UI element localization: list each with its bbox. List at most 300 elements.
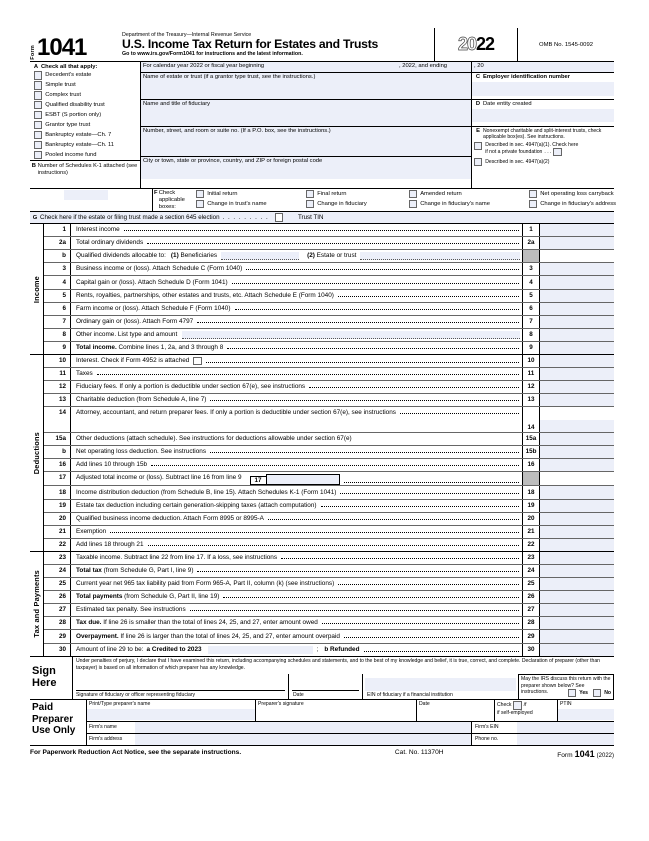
line-description: Estimated tax penalty. See instructions [71,604,522,616]
leader-dots [206,358,520,363]
line-description-bold: Total tax [76,567,102,575]
form-line-row [44,433,614,446]
phone-input[interactable] [517,734,614,745]
sign-label-line2: Here [32,677,57,690]
filing-status-checkbox[interactable] [529,190,537,198]
line-description: Qualified dividends allocable to: (1) Beneficiaries (2) Estate or trust [71,250,522,262]
line-number: 20 [44,513,71,525]
line-description-bold: Tax due. [76,619,102,627]
filing-status-checkbox-row[interactable] [196,200,306,210]
amount-input[interactable] [540,446,614,458]
line-number: 5 [44,290,71,302]
filing-status-checkbox[interactable] [529,200,537,208]
form-line-row [44,591,614,604]
preparer-signature-label: Preparer's signature [258,701,304,708]
footer-form-year: (2022) [596,752,614,759]
fiduciary-ein-input[interactable] [365,678,516,691]
amount-line-number: 28 [522,617,540,629]
filing-status-checkbox-row[interactable] [306,190,409,200]
signature-date-label: Date [293,692,304,699]
name-of-estate-field[interactable] [141,73,471,100]
line-17-inline-number: 17 [250,476,266,485]
leader-dots [309,383,519,388]
form-line-row [44,276,614,289]
filing-status-label: Change in fiduciary [317,201,367,207]
leader-dots [338,292,519,297]
line-description: Farm income or (loss). Attach Schedule F (Form 1040) [71,303,522,315]
form-line-row [44,565,614,578]
filing-status-checkbox-row[interactable] [409,200,529,210]
form-line-row [44,237,614,250]
line-number: 23 [44,552,71,564]
amount-line-number: 12 [522,381,540,393]
form-line-row [44,513,614,526]
fiscal-year-end-label: , 20 [474,63,484,69]
catalog-number: Cat. No. 11370H [394,748,444,756]
amount-line-number: 22 [522,539,540,551]
sec-4947a2-checkbox[interactable] [474,158,482,166]
form-line-row [44,224,614,237]
amount-input[interactable] [540,381,614,393]
shaded-no-entry-box [522,250,540,262]
entity-type-checkbox[interactable] [34,121,42,129]
entity-type-checkbox-row[interactable] [30,71,140,81]
form-number-block [30,28,118,61]
amount-line-number: 6 [522,303,540,315]
paid-label-line1: Paid [32,702,54,714]
line-number: 30 [44,644,71,656]
filing-status-checkbox[interactable] [306,190,314,198]
filing-status-checkbox[interactable] [196,200,204,208]
line-description: Ordinary gain or (loss). Attach Form 4797 [71,316,522,328]
line-description: Charitable deduction (from Schedule A, line 7) [71,394,522,406]
amount-line-number: 15b [522,446,540,458]
form-line-row [44,617,614,630]
line-number: 29 [44,630,71,642]
amount-input[interactable] [540,644,614,656]
line-description: Tax due. If line 26 is smaller than the total of lines 24, 25, and 27, enter amount owed [71,617,522,629]
amount-line-number: 5 [522,290,540,302]
section-c [472,73,614,100]
ein-input[interactable] [472,82,614,96]
form-line-row [44,459,614,472]
form-line-row [44,303,614,316]
filing-status-checkbox[interactable] [409,200,417,208]
preparer-name-label: Print/Type preparer's name [89,701,151,708]
filing-status-checkbox-row[interactable] [196,190,306,200]
paid-preparer-section [30,700,614,746]
qualified-div-beneficiaries-input[interactable] [221,252,299,260]
preparer-signature-field[interactable] [256,700,417,721]
line-description: Total payments (from Schedule G, Part II, line 19) [71,591,522,603]
name-of-fiduciary-label: Name and title of fiduciary [143,101,211,107]
filing-status-checkbox[interactable] [306,200,314,208]
section-c-label: Employer identification number [483,74,570,80]
line-description: Interest income [71,224,522,236]
entity-type-label: Grantor type trust [45,122,91,129]
amount-line-number: 16 [522,459,540,471]
amount-line-number: 9 [522,342,540,354]
sec-4947a2-label: Described in sec. 4947(a)(2) [485,158,550,165]
filing-status-label: Net operating loss carryback [540,191,614,198]
section-g-letter: G [32,214,38,221]
section-f-row [30,189,617,212]
form-line-row [44,539,614,551]
sign-here-label [30,657,73,700]
amount-blank [540,250,614,262]
self-employed-checkbox[interactable] [513,701,521,709]
section-f-letter: F [154,190,158,197]
date-created-input[interactable] [472,109,614,122]
amount-input[interactable] [540,486,614,498]
line-number: 21 [44,526,71,538]
leader-dots [344,478,519,483]
form-word-label: Form [30,45,36,60]
paid-label-line3: Use Only [32,724,76,736]
income-line-list [44,224,614,354]
entity-type-checkbox-row[interactable] [30,120,140,130]
leader-dots [268,515,519,520]
section-a-letter: A [33,63,39,70]
filing-status-checkbox-row[interactable] [306,200,409,210]
qualified-div-estate-input[interactable] [360,252,520,260]
trust-tin-input[interactable] [327,213,614,222]
line-number: 8 [44,329,71,341]
line-number: 2a [44,237,71,249]
perjury-statement: Under penalties of perjury, I declare that I have examined this return, including accompanying schedules and statements, and to the best of my knowledge and belief, it is true, correct, and complete. Declaration of preparer (other than taxpayer) is based on all information of which preparer has any knowledge. [76,658,601,671]
section-d [472,100,614,127]
amount-input[interactable] [540,237,614,249]
line-number: 7 [44,316,71,328]
leader-dots [400,409,519,414]
amount-input[interactable] [540,433,614,445]
form-line-row [44,526,614,539]
line-number: 24 [44,565,71,577]
shaded-no-entry-box [522,472,540,485]
amount-line-number: 24 [522,565,540,577]
tax-payments-section [30,552,614,656]
filing-status-checkbox-row[interactable] [529,190,641,200]
name-of-fiduciary-field[interactable] [141,100,471,127]
section-f [153,189,641,211]
fiduciary-ein-label: EIN of fiduciary if a financial institution [367,692,453,699]
entity-type-checkbox[interactable] [34,111,42,119]
leader-dots [197,567,519,572]
leader-dots [147,239,519,244]
filing-status-column [306,189,409,211]
entity-type-checkbox-row[interactable] [30,150,140,160]
paperwork-notice: For Paperwork Reduction Act Notice, see the separate instructions. [30,748,242,756]
filing-status-label: Amended return [420,191,462,198]
signature-date-input[interactable] [292,677,359,691]
form-4952-attached-checkbox[interactable] [193,357,201,365]
refunded-label: b Refunded [324,645,360,653]
amount-line-number: 30 [522,644,540,656]
tax-payments-line-list [44,552,614,656]
line-description: Other deductions (attach schedule). See instructions for deductions allowable under section 67(e) [76,434,352,442]
amount-input[interactable] [540,394,614,406]
check-if-label: Check [497,702,512,709]
filing-status-label: Change in fiduciary's address [540,201,617,207]
line-number: 19 [44,500,71,512]
form-title-block [118,28,434,61]
amount-input[interactable] [540,526,614,538]
credited-label: a Credited to 2023 [146,645,202,653]
credited-amount-input[interactable] [208,646,313,654]
amount-input[interactable] [540,290,614,302]
leader-dots [190,606,519,611]
self-employed-field: Check if if self-employed [495,700,558,721]
line-17-inline-amount-input[interactable] [266,474,340,485]
firm-ein-label: Firm's EIN [475,724,499,731]
leader-dots [321,502,519,507]
leader-dots [97,370,519,375]
line-description: Total ordinary dividends [71,237,522,249]
firm-ein-input[interactable] [517,722,614,733]
ptin-label: PTIN [560,701,572,708]
firm-name-label: Firm's name [89,724,117,731]
tax-year-suffix: 22 [476,34,495,54]
entity-type-checkbox-row[interactable] [30,80,140,90]
line-number: 28 [44,617,71,629]
fiduciary-signature-input[interactable] [76,677,285,691]
amount-input[interactable] [540,565,614,577]
line-number: 16 [44,459,71,471]
form-header [30,28,614,62]
entity-type-checkbox[interactable] [34,91,42,99]
entity-type-checkbox-row[interactable] [30,110,140,120]
tax-year-prefix: 20 [457,34,476,54]
filing-status-column [529,189,641,211]
form-line-row [44,578,614,591]
line-number: b [44,250,71,262]
amount-line-number: 25 [522,578,540,590]
amount-input[interactable] [540,578,614,590]
line-description-bold: Total income. [76,344,117,352]
amount-input[interactable] [540,224,614,236]
filing-status-label: Change in trust's name [207,201,267,207]
entity-type-checkbox-row[interactable] [30,140,140,150]
form-line-row [44,604,614,617]
amount-line-number: 8 [522,329,540,341]
line-number: 6 [44,303,71,315]
entity-type-label: Qualified disability trust [45,102,105,109]
amount-line-number: 3 [522,263,540,275]
filing-status-checkbox-group [196,189,641,211]
fiscal-year-end-row [472,62,614,73]
amount-line-number: 13 [522,394,540,406]
form-line-row [44,500,614,513]
entity-type-label: Simple trust [45,82,76,89]
entity-type-checkbox-row[interactable] [30,100,140,110]
firm-name-input[interactable] [135,722,471,733]
form-line-row [44,472,614,486]
amount-input[interactable] [540,552,614,564]
amount-line-number: 1 [522,224,540,236]
deductions-section [30,355,614,552]
amount-input[interactable] [540,368,614,380]
amount-input[interactable] [540,500,614,512]
firm-address-label: Firm's address [89,736,123,743]
sec-4947a1-private-foundation-checkbox[interactable] [553,148,561,156]
line-number: b [44,446,71,458]
form-line-row [44,316,614,329]
irs-discuss-yes-checkbox[interactable] [568,689,576,697]
amount-input[interactable] [540,263,614,275]
amount-line-number: 23 [522,552,540,564]
form-line-row [44,394,614,407]
leader-dots [148,541,519,546]
form-line-row [44,644,614,656]
amount-input[interactable] [540,539,614,551]
amount-line-number: 18 [522,486,540,498]
section-e-label: Nonexempt charitable and split-interest trusts, check applicable box(es). See instructions. [483,128,602,141]
amount-input[interactable] [540,355,614,367]
amount-input[interactable] [540,513,614,525]
amount-line-number: 26 [522,591,540,603]
leader-dots [124,226,519,231]
amount-line-number: 29 [522,630,540,642]
line-description: Attorney, accountant, and return preparer fees. If only a portion is deductible under section 67(e), see instructions [71,407,522,432]
amount-input[interactable] [540,329,614,341]
amount-input[interactable] [540,630,614,642]
line-description: Other income. List type and amount [71,329,522,341]
income-section-label: Income [30,224,44,354]
leader-dots [227,344,519,349]
amount-input[interactable] [540,303,614,315]
line-number: 17 [44,472,71,485]
paid-label-line2: Preparer [32,713,74,725]
page-title: U.S. Income Tax Return for Estates and Trusts [122,37,379,52]
entity-type-checkbox-row[interactable] [30,130,140,140]
amount-line-number: 11 [522,368,540,380]
line-number: 12 [44,381,71,393]
amount-line-number: 21 [522,526,540,538]
line-number: 15a [44,433,71,445]
leader-dots [340,489,519,494]
form-1041 [30,28,617,759]
line-number: 22 [44,539,71,551]
amount-input[interactable] [540,420,614,432]
line-description: Overpayment. If line 26 is larger than the total of lines 24, 25, and 27, enter amount overpaid [71,630,522,642]
city-state-zip-field[interactable] [141,157,471,179]
section-d-label: Date entity created [483,101,532,107]
section-b-label: Number of Schedules K-1 attached (see instructions) [37,162,138,176]
entity-type-checkbox[interactable] [34,81,42,89]
line-number: 11 [44,368,71,380]
filing-status-checkbox[interactable] [409,190,417,198]
amount-input[interactable] [540,604,614,616]
filing-status-checkbox-row[interactable] [529,200,641,210]
leader-dots [364,647,519,652]
form-line-row [44,250,614,263]
preparer-date-field[interactable] [417,700,495,721]
filing-status-label: Change in fiduciary's name [420,201,490,207]
filing-status-checkbox[interactable] [196,190,204,198]
other-income-type-input[interactable] [182,331,520,339]
qualified-div-beneficiaries-label: (1) Beneficiaries [170,252,218,260]
fiduciary-signature-label: Signature of fiduciary or officer representing fiduciary [76,692,196,699]
amount-input[interactable] [540,342,614,354]
sec-4947a1-label: Described in sec. 4947(a)(1). Check here [485,141,579,148]
sign-label-line1: Sign [32,665,56,678]
amount-line-number: 19 [522,500,540,512]
schedules-k1-count-input[interactable] [64,190,108,200]
calendar-year-end1: , 2022, and ending [399,63,448,69]
line-number: 27 [44,604,71,616]
entity-type-checkbox[interactable] [34,131,42,139]
form-line-row [44,630,614,643]
amount-input[interactable] [540,276,614,288]
line-description: Taxes [71,368,522,380]
line-number: 13 [44,394,71,406]
leader-dots [210,448,519,453]
form-line-row [44,290,614,303]
irs-discuss-label: May the IRS discuss this return with the preparer shown below? See instructions. [521,676,611,696]
amount-input[interactable] [540,591,614,603]
line-description: Net operating loss deduction. See instructions [71,446,522,458]
irs-discuss-yes-label: Yes [579,689,589,696]
section-c-letter: C [475,74,481,80]
name-of-estate-label: Name of estate or trust (if a grantor type trust, see the instructions.) [143,74,316,80]
irs-discuss-no-label: No [604,689,611,696]
ptin-field[interactable] [558,700,614,721]
footer-form-number: 1041 [574,748,595,759]
line-number: 18 [44,486,71,498]
footer-form-label: Form [557,751,573,759]
amount-input[interactable] [540,459,614,471]
entity-type-label: Bankruptcy estate—Ch. 7 [45,132,112,139]
qualified-div-estate-label: (2) Estate or trust [307,252,357,260]
entity-type-checkbox[interactable] [34,71,42,79]
sec-4947a1-checkbox[interactable] [474,142,482,150]
street-address-field[interactable] [141,127,471,157]
section-f-label: Check applicable boxes: [158,190,185,211]
tax-year-block [434,28,517,61]
amount-line-number: 27 [522,604,540,616]
filing-status-checkbox-row[interactable] [409,190,529,200]
amount-line-number: 10 [522,355,540,367]
firm-address-input[interactable] [135,734,471,745]
form-line-row [44,446,614,459]
entity-type-checkbox-row[interactable] [30,90,140,100]
line-description: Capital gain or (loss). Attach Schedule D (Form 1041) [71,276,522,288]
sign-here-section [30,656,614,701]
section-645-election-checkbox[interactable] [275,213,283,221]
form-number: 1041 [37,34,87,61]
line-description: Business income or (loss). Attach Schedule C (Form 1040) [71,263,522,275]
amount-input[interactable] [540,316,614,328]
amount-input[interactable] [540,617,614,629]
entity-type-checkbox[interactable] [34,141,42,149]
section-b [30,160,140,188]
entity-type-label: Complex trust [45,92,81,99]
irs-discuss-no-checkbox[interactable] [593,689,601,697]
leader-dots [151,461,519,466]
leader-dots [322,619,519,624]
entity-type-checkbox[interactable] [34,151,42,159]
section-g-row [30,212,614,224]
preparer-name-field[interactable] [87,700,256,721]
form-line-row [44,552,614,565]
form-line-row [44,329,614,342]
line-description: Fiduciary fees. If only a portion is deductible under section 67(e), see instructions [71,381,522,393]
line-description: Current year net 965 tax liability paid from Form 965-A, Part II, column (k) (see instructions) [71,578,522,590]
entity-type-checkbox[interactable] [34,101,42,109]
line-number: 3 [44,263,71,275]
preparer-date-label: Date [419,701,430,708]
line-description: Adjusted total income or (loss). Subtract line 16 from line 9 17 [71,472,522,485]
